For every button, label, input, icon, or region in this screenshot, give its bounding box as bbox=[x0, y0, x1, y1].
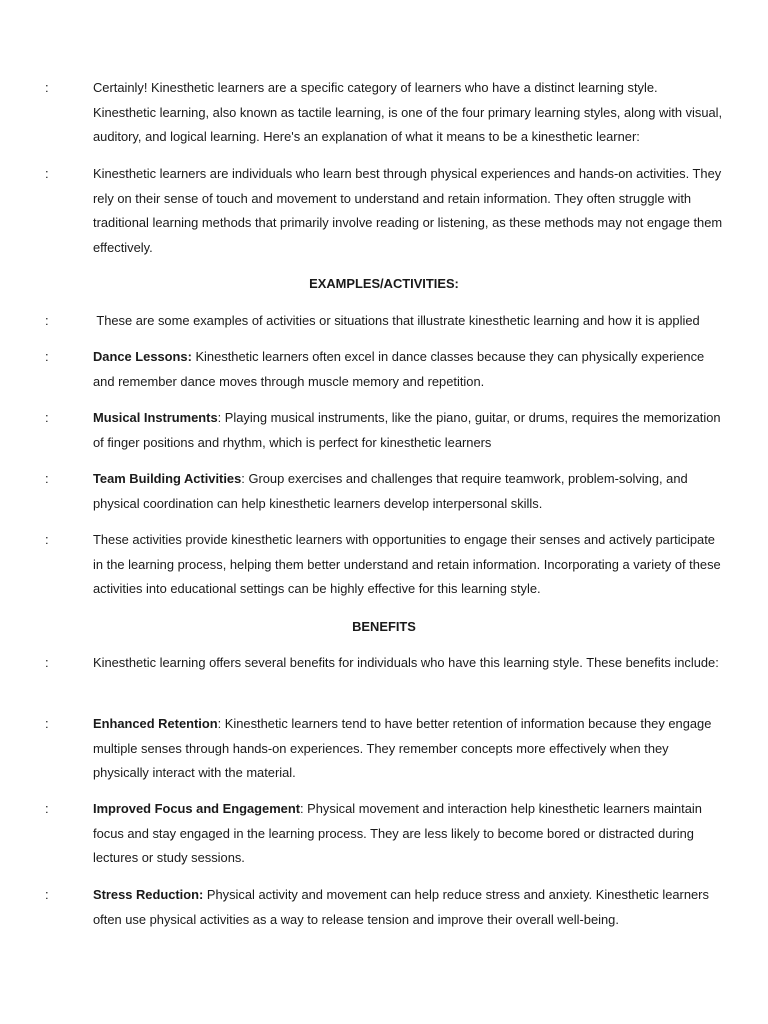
paragraph-text: These activities provide kinesthetic learners with opportunities to engage their senses and actively participate in the learning process, helping them better understand and retain information. Incorporating a variety of these activities into educational settings can be highly effective for this learning style. bbox=[93, 532, 721, 596]
section-heading-examples: EXAMPLES/ACTIVITIES: bbox=[309, 276, 459, 291]
bullet-marker: : bbox=[45, 349, 49, 364]
bullet-marker: : bbox=[45, 471, 49, 486]
bullet-marker: : bbox=[45, 801, 49, 816]
bullet-marker: : bbox=[45, 532, 49, 547]
bullet-marker: : bbox=[45, 887, 49, 902]
paragraph-text: Musical Instruments: Playing musical instruments, like the piano, guitar, or drums, requires the memorization of finger positions and rhythm, which is perfect for kinesthetic learners bbox=[93, 410, 721, 450]
paragraph-text: Kinesthetic learning offers several benefits for individuals who have this learning style. These benefits include: bbox=[93, 655, 719, 670]
paragraph-text: Enhanced Retention: Kinesthetic learners tend to have better retention of information because they engage multiple senses through hands-on experiences. They remember concepts more effectively when they physically interact with the material. bbox=[93, 716, 712, 780]
paragraph-text: These are some examples of activities or situations that illustrate kinesthetic learning and how it is applied bbox=[93, 313, 700, 328]
paragraph-text: Team Building Activities: Group exercises and challenges that require teamwork, problem-solving, and physical coordination can help kinesthetic learners develop interpersonal skills. bbox=[93, 471, 688, 511]
bullet-marker: : bbox=[45, 716, 49, 731]
paragraph-text: Stress Reduction: Physical activity and movement can help reduce stress and anxiety. Kinesthetic learners often use physical activities as a way to release tension and improve their overall well-being. bbox=[93, 887, 709, 927]
bullet-marker: : bbox=[45, 313, 49, 328]
paragraph-text: Dance Lessons: Kinesthetic learners often excel in dance classes because they can physically experience and remember dance moves through muscle memory and repetition. bbox=[93, 349, 705, 389]
paragraph-text: Improved Focus and Engagement: Physical movement and interaction help kinesthetic learners maintain focus and stay engaged in the learning process. They are less likely to become bored or distracted during lectures or study sessions. bbox=[93, 801, 702, 865]
paragraph-text: Kinesthetic learners are individuals who learn best through physical experiences and hands-on activities. They rely on their sense of touch and movement to understand and retain information. They often struggle with traditional learning methods that primarily involve reading or listening, as these methods may not engage them effectively. bbox=[93, 166, 723, 255]
section-heading-benefits: BENEFITS bbox=[352, 619, 416, 634]
bullet-marker: : bbox=[45, 80, 49, 95]
bullet-marker: : bbox=[45, 166, 49, 181]
paragraph-text: Certainly! Kinesthetic learners are a specific category of learners who have a distinct learning style. Kinesthetic learning, also known as tactile learning, is one of the four primary learning styles, along with visual, auditory, and logical learning. Here's an explanation of what it means to be a kinesthetic learner: bbox=[93, 80, 723, 144]
bullet-marker: : bbox=[45, 655, 49, 670]
bullet-marker: : bbox=[45, 410, 49, 425]
